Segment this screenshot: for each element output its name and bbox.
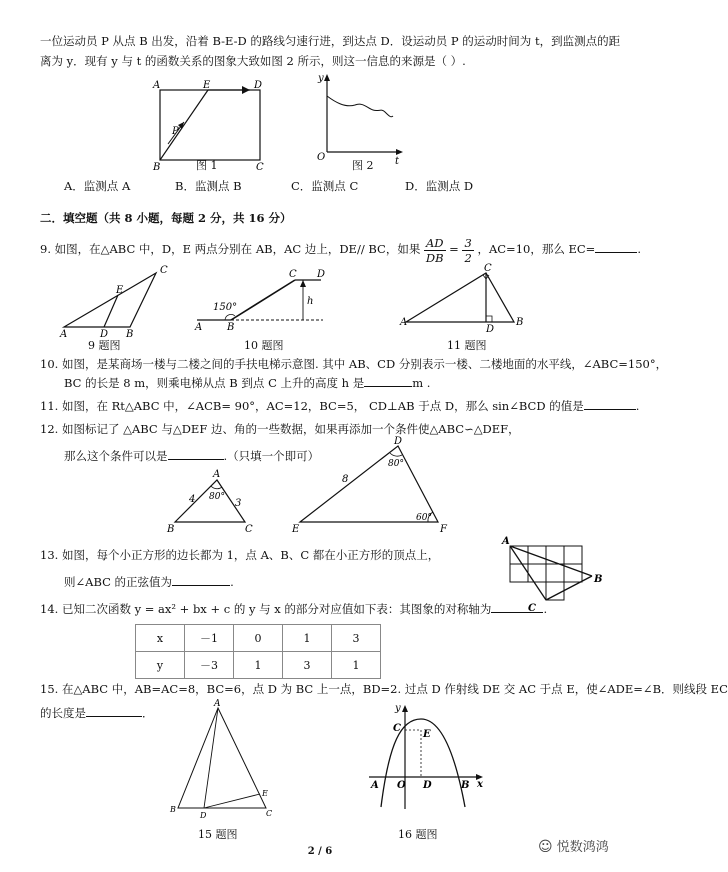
q15-line1: 15. 在△ABC 中，AB=AC=8，BC=6，点 D 为 BC 上一点，BD=2. 过点 D 作射线 DE 交 AC 于点 E，使∠ADE=∠B．则线段 EC (40, 682, 728, 696)
watermark (538, 836, 609, 855)
q10-answer-blank[interactable] (364, 374, 412, 387)
fig1-label-A: A (153, 80, 161, 91)
q12-label-D: D (394, 436, 403, 447)
fig1-label-C: C (256, 162, 264, 173)
q11-label-A: A (400, 317, 408, 328)
q16-label-B: B (461, 780, 470, 791)
q9-answer-blank[interactable] (595, 240, 637, 253)
fig1-label-E: E (203, 80, 211, 91)
q8-option-d: D．监测点 D (405, 179, 474, 193)
q12-side-3: 3 (235, 498, 242, 509)
q15-label-B: B (170, 805, 176, 814)
watermark-text: 悦数鸿鸿 (556, 840, 609, 855)
section-heading: 二．填空题（共 8 小题，每题 2 分，共 16 分） (40, 211, 292, 225)
q16-label-O: O (397, 780, 406, 791)
fig2-label-t: t (395, 156, 400, 167)
fig2-label-y: y (318, 73, 324, 84)
q8-option-b: B．监测点 B (175, 179, 242, 193)
fig1-label-D: D (254, 80, 263, 91)
table-row: x －1 0 1 3 (136, 625, 381, 652)
q15-label-A: A (214, 699, 221, 709)
q16-label-A: A (371, 780, 379, 791)
fig2-label-O: O (317, 152, 326, 163)
q13-answer-blank[interactable] (172, 573, 230, 586)
q9-text: 9. 如图，在△ABC 中，D，E 两点分别在 AB，AC 边上，DE// BC，如果 $\frac{AD}{DB}$ = $\frac{3}{2}$ ，AC=10，那么 EC= . (40, 235, 641, 265)
q15-figure (170, 700, 280, 820)
q13-label-A: A (502, 536, 510, 547)
q8-line1: 一位运动员 P 从点 B 出发，沿着 B-E-D 的路线匀速行进，到达点 D．设运动员 P 的运动时间为 t，到监测点的距 (40, 34, 621, 48)
q9-prefix: 9. 如图，在△ABC 中，D，E 两点分别在 AB，AC 边上，DE// BC，如果 (40, 242, 421, 256)
q11-label-C: C (484, 263, 492, 274)
q11-label-B: B (516, 317, 524, 328)
q10-label-C: C (289, 269, 297, 280)
fig1-label-B: B (153, 162, 161, 173)
q16-label-D: D (423, 780, 432, 791)
q16-label-y: y (395, 703, 401, 714)
q9-fraction-3-2: $\frac{3}{2}$ (464, 235, 472, 265)
q13-line2: 则∠ABC 的正弦值为 . (64, 575, 234, 589)
q9-label-B: B (126, 329, 134, 340)
q12-triangle-abc (165, 469, 260, 535)
q16-label-C: C (393, 723, 401, 734)
q15-label-C: C (266, 809, 273, 818)
q10-label-D: D (317, 269, 326, 280)
q12-triangle-def (290, 436, 460, 534)
q15-caption: 15 题图 (198, 828, 238, 841)
q12-label-A: A (213, 469, 221, 480)
q14-text: 14. 已知二次函数 y = ax² + bx + c 的 y 与 x 的部分对应值如下表：其图象的对称轴为 . (40, 602, 548, 616)
q10-label-A: A (195, 322, 203, 333)
q10-figure (195, 268, 330, 333)
q13-line1: 13. 如图，每个小正方形的边长都为 1，点 A、B、C 都在小正方形的顶点上， (40, 548, 440, 562)
q12-line1: 12. 如图标记了 △ABC 与△DEF 边、角的一些数据，如果再添加一个条件使△ABC∽△DEF， (40, 422, 520, 436)
q14-answer-blank[interactable] (491, 600, 543, 613)
q11-figure (400, 265, 525, 333)
q10-label-h: h (307, 296, 314, 307)
q9-label-C: C (160, 265, 168, 276)
q15-label-D: D (200, 811, 207, 820)
q8-option-c: C．监测点 C (291, 179, 359, 193)
q16-label-x: x (477, 779, 483, 790)
q9-equals: = (449, 242, 459, 256)
q13-label-C: C (528, 603, 536, 614)
q13-label-B: B (594, 574, 603, 585)
table-row: y －3 1 3 1 (136, 652, 381, 679)
q12-angle-a: 80° (209, 492, 225, 502)
q12-answer-blank[interactable] (168, 447, 224, 460)
q11-label-D: D (486, 324, 495, 335)
q15-answer-blank[interactable] (86, 704, 142, 717)
wechat-icon: ☺ (538, 839, 553, 855)
q9-caption: 9 题图 (88, 339, 121, 352)
q10-line2: BC 的长是 8 m，则乘电梯从点 B 到点 C 上升的高度 h 是 m . (64, 376, 431, 390)
q12-side-4: 4 (189, 494, 196, 505)
q14-value-table (135, 624, 381, 679)
fig2-caption: 图 2 (352, 159, 374, 172)
q16-label-E: E (423, 729, 431, 740)
q10-label-B: B (227, 322, 235, 333)
q8-option-a: A．监测点 A (64, 179, 131, 193)
q11-text: 11. 如图，在 Rt△ABC 中，∠ACB= 90°，AC=12，BC=5， CD⊥AB 于点 D，那么 sin∠BCD 的值是 . (40, 399, 640, 413)
fig1-label-P: P (172, 126, 179, 137)
q9-label-E: E (116, 285, 124, 296)
q12-side-8: 8 (342, 474, 349, 485)
q15-label-E: E (262, 789, 268, 798)
q12-label-B: B (167, 524, 175, 535)
q12-label-F: F (440, 524, 447, 535)
fig1-caption: 图 1 (196, 159, 218, 172)
q9-label-A: A (60, 329, 68, 340)
q11-caption: 11 题图 (447, 339, 487, 352)
q12-angle-f: 60° (416, 513, 432, 523)
q12-label-E: E (292, 524, 300, 535)
q12-label-C: C (245, 524, 253, 535)
q8-line2: 离为 y．现有 y 与 t 的函数关系的图象大致如图 2 所示，则这一信息的来源是（ ）. (40, 54, 466, 68)
q10-angle-label: 150° (213, 302, 238, 313)
page-number: 2 / 6 (307, 846, 333, 857)
q11-answer-blank[interactable] (584, 397, 636, 410)
q10-caption: 10 题图 (244, 339, 284, 352)
q16-caption: 16 题图 (398, 828, 438, 841)
q9-figure (60, 265, 170, 340)
q9-suffix: ，AC=10，那么 EC= (477, 242, 596, 256)
q9-label-D: D (100, 329, 109, 340)
q9-fraction-ad-db: $\frac{AD}{DB}$ (425, 235, 444, 265)
q10-line1: 10. 如图，是某商场一楼与二楼之间的手扶电梯示意图. 其中 AB、CD 分别表示一楼、二楼地面的水平线，∠ABC=150°， (40, 357, 668, 371)
q12-line2: 那么这个条件可以是 .（只填一个即可） (64, 449, 320, 463)
q16-figure (365, 703, 490, 813)
q12-angle-d: 80° (388, 459, 404, 469)
q15-line2: 的长度是 ． (40, 706, 154, 720)
